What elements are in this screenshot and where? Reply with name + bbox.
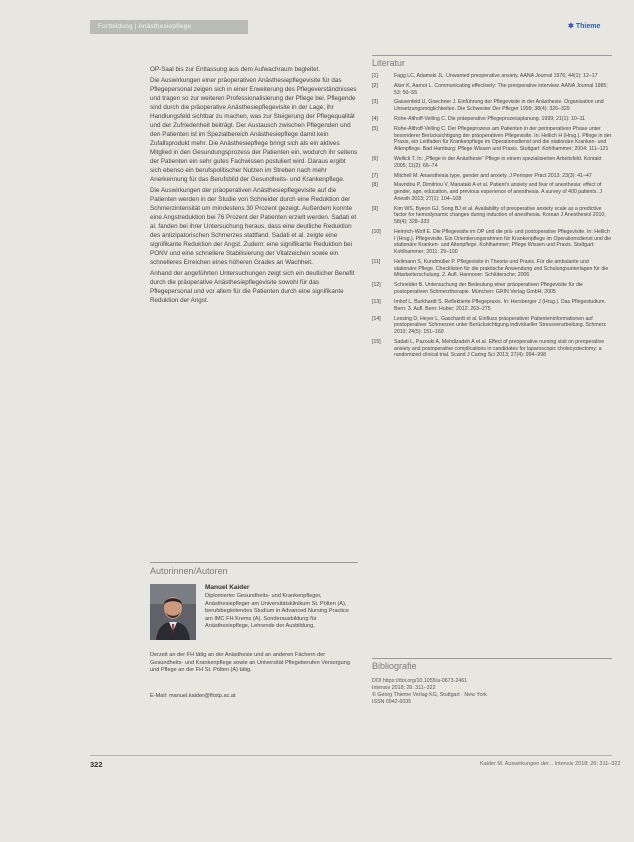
reference-item — [372, 259, 612, 279]
reference-number: [15] — [372, 338, 381, 345]
footer-divider — [90, 755, 612, 756]
thieme-star-icon: ✱ — [568, 23, 574, 30]
reference-item — [372, 282, 612, 295]
author-portrait-image — [150, 584, 196, 640]
reference-number: [4] — [372, 116, 378, 123]
reference-text: Mavridou P, Dimitriou V, Manataki A et al. Patient's anxiety and fear of anesthesia: effect of gender, age, education, and previous experience of anesthesia. A survey of 400 patients. J Anesth 2013; 27(1): 104–108 — [394, 182, 602, 202]
reference-number: [12] — [372, 282, 381, 289]
reference-text: Gassenfeld U, Goechner J. Einführung der Pflegevisite in der Anästhesie. Organisation und Umsetzungsmöglichkeiten. Die Schwester Der Pfleger 1999; 38(4): 326–329 — [394, 99, 604, 113]
reference-number: [3] — [372, 99, 378, 106]
author-email[interactable]: E-Mail: manuel.kaider@fhstp.ac.at — [150, 693, 236, 699]
reference-text: Fagg LC, Adamski JL. Unwanted preoperative anxiety. AANA Journal 1976; 44(1): 12–17 — [394, 73, 598, 79]
divider — [372, 658, 612, 659]
body-paragraph: Die Auswirkungen einer präoperativen Anästhesiepflegevisite für das Pflegepersonal zeigen sich in einer Erweiterung des Pflegeverständnisses und tragen so zur weiteren Professionalisierung der Pflege bei. Pflegende sind durch die präoperative Anästhesiepflegevisite in der Lage, ihr Handlungsfeld sichtbar zu machen, was zur Steigerung der Pflegequalität und der Zufriedenheit beiträgt. Der Austausch zwischen Pflegenden und den Patienten ist im Spezialbereich Anästhesiepflege damit kein Zufallsprodukt mehr. Die Anästhesiepflege bringt sich als ein aktives Mitglied in den Gesundungsprozess der Patienten ein, wodurch ihr seitens der Patienten ein sehr gutes Fachwissen postuliert wird. Daraus ergibt sich ebenso ein berufspolitischer Nutzen im Streben nach mehr Anerkennung für das Berufsbild der Gesundheits- und Krankenpflege. — [150, 77, 358, 183]
reference-item — [372, 316, 612, 336]
reference-item — [372, 99, 612, 112]
reference-item — [372, 182, 612, 202]
reference-text: Rohe-Althoff-Velling C. Die präoperative Pflegeprozessplanung. 1999; 21(1): 10–11 — [394, 116, 586, 123]
reference-text: Kim WS, Byeon GJ, Song BJ et al. Availability of preoperative anxiety scale as a predictive factor for hemodynamic changes during induction of anesthesia. Korean J Anesthesiol 2010; 58(4): 328–333 — [394, 205, 606, 226]
reference-text: Mitchell M. Anaesthesia type, gender and anxiety. J Perioper Pract 2013; 23(3): 41–47 — [394, 172, 592, 179]
reference-item — [372, 339, 612, 359]
reference-text: Heinrich-Wolf E. Die Pflegevisite im OP und die prä- und postoperative Pflegevisite. In: Hellich I (Hrsg.). Pflegevisite. Ein Orientierungsrahmen für Krankenpflege im Operationsdienst und die stationäre Kranken- und Altenpflege. Kohlhammer; Pflege Wissen und Praxis. Stuttgart: Kohlhammer; 2011: 29–100 — [394, 229, 612, 256]
reference-number: [9] — [372, 205, 378, 212]
reference-text: Rohe-Althoff-Velling C. Der Pflegeprozess am Patienten in der perioperativen Phase unter besonderer Berücksichtigung der präoperativen Pflegevisite. In: Hellich H (Hrsg.). Pflege in der Praxis, ein Leitfaden für Krankenpflege im Operationsdienst und die stationäre Kranken- und Altenpflege. Bad Hamburg: Pflege Wissen und Praxis. Stuttgart: Kohlhammer; 2004: 111–121 — [394, 125, 612, 153]
footer-citation: Kaider M. Auswirkungen der... Intensiv 2018; 26: 311–322 — [480, 761, 621, 767]
body-paragraph: Die Auswirkungen der präoperativen Anästhesiepflegevisite auf die Patienten werden in der Studie von Schneider durch eine Reduktion der Schmerzintensität um mindestens 30 Prozent gezeigt. Außerdem konnte eine Angstreduktion bei 76 Prozent der Patienten erzielt werden. Sadati et al. fanden bei ihrer Untersuchung heraus, dass eine deutliche Reduktion des antizipatorischen Schmerzes stattfand. Sadati et al. zeigte eine signifikante Reduktion der Angst. Zudem: eine signifikante Reduktion bei PONV und eine schnellere Stabilisierung der Vitalzeichen sowie ein schnelleres Erreichen eines höheren Grades an Wachheit. — [150, 187, 357, 266]
reference-number: [8] — [372, 182, 378, 189]
reference-item — [372, 299, 612, 312]
reference-number: [14] — [372, 315, 381, 322]
references-title: Literatur — [372, 58, 406, 68]
reference-number: [10] — [372, 229, 381, 236]
reference-text: Wellick T. In: „Pflege in der Anästhesie“ Pflege in einem spezialisierten Arbeitsfeld. Kontakt 2005; 11(2): 66–74 — [394, 155, 602, 169]
reference-item — [372, 126, 612, 153]
reference-number: [13] — [372, 298, 381, 305]
reference-item — [372, 206, 612, 226]
divider — [372, 55, 612, 56]
reference-number: [2] — [372, 82, 378, 89]
body-paragraph: OP-Saal bis zur Entlassung aus dem Aufwachraum begleitet. — [150, 66, 321, 73]
reference-text: Sadati L, Pazouki A, Mehdizadeh A et al. Effect of preoperative nursing visit on preoperative anxiety and postoperative complications in candidates for laparoscopic cholecystectomy: a randomized clinical trial. Scand J Caring Sci 2013; 27(4): 994–998 — [394, 338, 605, 359]
author-bio: Diplomierter Gesundheits- und Krankenpfleger, Anästhesiepfleger am Universitätsklinikum St. Pölten (A), berufsbegleitendes Studium in Advanced Nursing Practice am IMC FH Krems (A). Sonderausbildung für Anästhesiepflege, Lehrende der Ausbildung, — [205, 593, 349, 629]
section-header-band: Fortbildung | Anästhesiepflege — [90, 20, 248, 34]
bibliography-journal: Intensiv 2018; 26: 311–322 — [372, 685, 436, 691]
reference-item — [372, 229, 612, 256]
reference-number: [7] — [372, 172, 378, 179]
authors-title: Autorinnen/Autoren — [150, 566, 228, 576]
bibliography-issn: ISSN 0942-6035 — [372, 699, 412, 705]
reference-text: Schneider B. Untersuchung der Bedeutung einer präoperativen Pflegevisite für die postoperativen Schmerztherapie. München: GRIN Verlag GmbH; 2005 — [394, 282, 583, 296]
publisher-logo — [568, 22, 600, 30]
reference-number: [1] — [372, 73, 378, 79]
reference-item — [372, 116, 612, 123]
reference-text: Imhof L, Burkhardt S. Reflektierte Pflegepraxis. In: Hersberger J (Hrsg.). Das Pflegestudium. Bern: 3. Aufl. Bern: Huber; 2012: 263–275 — [394, 298, 606, 312]
author-name: Manuel Kaider — [205, 584, 250, 591]
main-text-column — [150, 65, 358, 307]
body-paragraph: Anhand der angeführten Untersuchungen zeigt sich ein deutlicher Benefit durch die präoperative Anästhesiepflegevisite sowohl für das Pflegepersonal und vor allem für die Patienten durch eine signifikante Reduktion der Angst. — [150, 270, 355, 304]
author-bio-continued: Derzeit an der FH tätig an der Anästhesie und an anderen Fächern der Gesundheits- und Krankenpflege sowie an Universität Pflegeberufen Versorgung und Pflege an der FH St. Pölten (A) tätig. — [150, 652, 350, 673]
reference-list — [372, 73, 612, 362]
reference-number: [5] — [372, 125, 378, 132]
reference-item — [372, 73, 612, 80]
bibliography-copyright: © Georg Thieme Verlag KG, Stuttgart · New York — [372, 692, 487, 698]
reference-text: Aker K, Aamot L. Communicating effectively: The preoperative interview. AANA Journal 1985; 53: 50–55 — [394, 82, 608, 96]
bibliography-doi[interactable]: DOI https://doi.org/10.1055/a-0673-2461 — [372, 678, 468, 684]
author-photo — [150, 584, 196, 640]
reference-item — [372, 83, 612, 96]
reference-number: [6] — [372, 155, 378, 162]
reference-text: Lessing D, Heyer L, Gaschardt et al. Einfluss präoperativer Patienteninformationen auf postoperativer Schmerzen unter Berücksichtigung individueller Stressverarbeitung. Schmerz 2010; 24(5): 151–160 — [394, 315, 606, 335]
reference-text: Hellmann S, Kundmüller P. Pflegevisite in Theorie und Praxis. Für die ambulante und stationäre Pflege. Checklisten für die praktische Anwendung und Schulungsunterlagen für die Mitarbeiterschulung. 2. Aufl. Hannover: Schlütersche; 2006 — [394, 259, 609, 279]
reference-item — [372, 173, 612, 180]
reference-number: [11] — [372, 259, 381, 266]
page-number: 322 — [90, 760, 103, 769]
bibliography-title: Bibliografie — [372, 661, 417, 671]
publisher-name: Thieme — [575, 23, 601, 30]
bibliography-block — [372, 678, 612, 706]
reference-item — [372, 156, 612, 169]
divider — [150, 562, 358, 563]
